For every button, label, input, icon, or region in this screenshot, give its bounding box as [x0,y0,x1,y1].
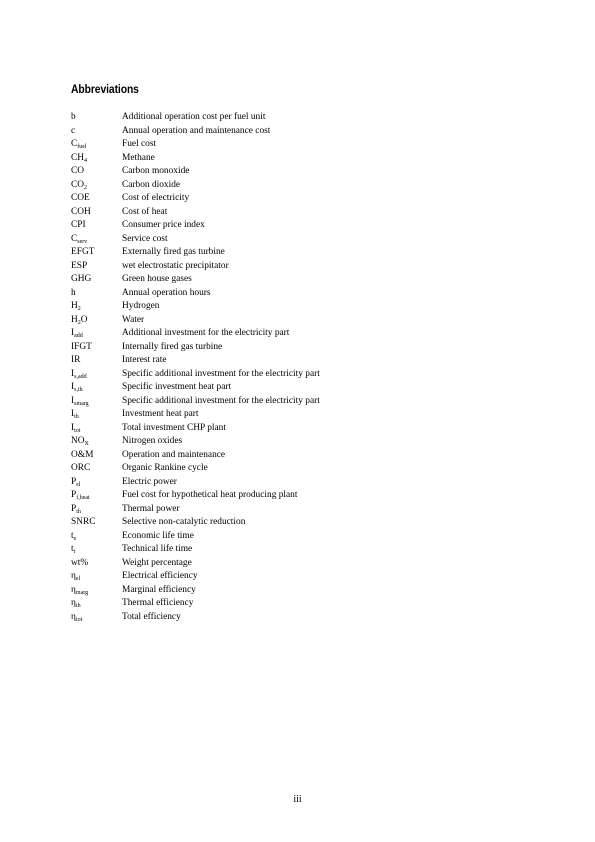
abbreviation-definition: Specific investment heat part [122,382,232,392]
abbreviation-symbol: P [71,503,77,514]
abbreviation-row [71,355,331,366]
abbreviation-definition: Green house gases [122,274,192,284]
abbreviation-symbol: COE [71,193,90,203]
abbreviation-row [71,315,331,326]
abbreviation-row [71,180,331,191]
abbreviation-term [71,598,122,609]
abbreviation-term [71,180,122,191]
abbreviation-symbol: H [71,301,78,311]
abbreviation-symbol: I [71,382,75,392]
abbreviation-term [71,571,122,582]
abbreviation-definition: Consumer price index [122,220,205,230]
abbreviation-term [71,382,122,393]
abbreviation-row [71,153,331,164]
abbreviation-definition: Economic life time [122,530,194,541]
abbreviation-symbol: IFGT [71,341,92,352]
abbreviation-row [71,261,331,272]
abbreviation-row [71,207,331,218]
abbreviation-term [71,153,122,164]
abbreviation-subscript: tot [74,427,81,434]
abbreviation-definition: Cost of heat [122,206,168,217]
abbreviation-symbol: c [71,125,76,136]
abbreviation-definition: Fuel cost [122,139,157,149]
abbreviation-symbol: I [71,422,75,433]
abbreviation-row [71,531,331,542]
abbreviation-row [71,220,331,231]
abbreviation-definition: Specific additional investment for the electricity part [122,395,320,406]
abbreviation-definition: Electrical efficiency [122,571,198,581]
abbreviation-symbol: I [71,409,75,419]
abbreviation-term [71,423,122,434]
abbreviation-term [71,342,122,353]
abbreviation-term [71,126,122,137]
abbreviation-row [71,450,331,461]
abbreviation-term [71,409,122,420]
abbreviation-row [71,234,331,245]
abbreviation-row [71,342,331,353]
abbreviation-row [71,139,331,150]
abbreviation-term [71,531,122,542]
abbreviation-row [71,369,331,380]
abbreviation-row [71,328,331,339]
abbreviation-subscript: add [74,333,83,339]
abbreviation-symbol: η [71,611,76,622]
abbreviation-term [71,490,122,501]
abbreviation-definition: Weight percentage [122,557,192,568]
abbreviation-definition: Specific additional investment for the electricity part [122,368,320,379]
abbreviation-definition: Thermal efficiency [122,598,194,608]
abbreviation-row [71,558,331,569]
abbreviation-definition: Carbon dioxide [122,179,181,190]
abbreviation-definition: Operation and maintenance [122,449,226,460]
abbreviation-subscript: el [76,481,81,488]
abbreviation-symbol: CH [71,152,85,163]
abbreviation-term [71,396,122,407]
abbreviation-term [71,369,122,380]
abbreviation-subscript: smarg [74,400,89,407]
abbreviation-definition: Additional investment for the electricity part [122,328,290,338]
abbreviation-subscript: fuel [77,144,87,150]
abbreviation-definition: Additional operation cost per fuel unit [122,112,266,122]
abbreviation-subscript: s,th [74,387,83,393]
abbreviation-list [71,112,331,625]
abbreviation-subscript: th [76,508,81,515]
abbreviation-row [71,396,331,407]
abbreviation-row [71,585,331,596]
abbreviation-term [71,477,122,488]
abbreviation-row [71,423,331,434]
abbreviation-row [71,544,331,555]
abbreviation-symbol: b [71,112,76,122]
abbreviation-term [71,355,122,366]
abbreviation-definition: Investment heat part [122,409,199,419]
abbreviation-symbol: C [71,233,78,244]
abbreviation-row [71,112,331,123]
abbreviation-symbol: CPI [71,220,86,230]
abbreviation-symbol: ESP [71,260,88,271]
abbreviation-term [71,166,122,177]
abbreviation-symbol: COH [71,206,91,217]
abbreviation-term [71,544,122,555]
abbreviation-term [71,436,122,447]
abbreviation-definition: Interest rate [122,355,167,365]
abbreviation-row [71,436,331,447]
abbreviation-symbol: P [71,490,77,500]
abbreviation-term [71,504,122,515]
abbreviation-subscript: t [73,549,76,555]
abbreviation-row [71,126,331,137]
abbreviation-symbol: IR [71,355,81,365]
abbreviation-row [71,504,331,515]
abbreviation-subscript: e [73,535,77,542]
abbreviation-symbol: η [71,584,76,595]
abbreviation-definition: Methane [122,152,155,163]
page-number: iii [293,794,302,805]
abbreviation-symbol: I [71,368,75,379]
abbreviation-subscript: 2 [84,184,88,191]
abbreviation-symbol: GHG [71,274,92,284]
abbreviation-definition: Externally fired gas turbine [122,247,225,257]
abbreviation-definition: Thermal power [122,503,180,514]
abbreviation-symbol: CO [71,166,85,176]
abbreviation-definition: Fuel cost for hypothetical heat producing plant [122,490,298,500]
abbreviation-term [71,463,122,474]
abbreviation-symbol: EFGT [71,247,95,257]
abbreviation-symbol: t [71,544,74,554]
abbreviation-row [71,247,331,258]
abbreviation-symbol: P [71,476,77,487]
abbreviation-symbol: O&M [71,449,94,460]
abbreviation-symbol: C [71,139,78,149]
abbreviation-row [71,517,331,528]
abbreviation-term [71,261,122,272]
abbreviation-definition: Carbon monoxide [122,166,190,176]
abbreviation-definition: Organic Rankine cycle [122,463,208,473]
abbreviation-term [71,612,122,623]
abbreviation-symbol: CO [71,179,85,190]
abbreviation-definition: Technical life time [122,544,193,554]
abbreviation-definition: Nitrogen oxides [122,436,183,446]
abbreviation-row [71,301,331,312]
abbreviation-definition: Annual operation and maintenance cost [122,125,271,136]
abbreviation-term [71,247,122,258]
abbreviation-definition: Selective non-catalytic reduction [122,517,246,527]
abbreviation-definition: Cost of electricity [122,193,190,203]
abbreviation-definition: Total efficiency [122,611,181,622]
abbreviation-row [71,571,331,582]
abbreviation-definition: Hydrogen [122,301,160,311]
abbreviation-term [71,585,122,596]
abbreviation-subscript: tot [75,616,83,623]
abbreviation-symbol: wt% [71,557,89,568]
abbreviation-definition: Annual operation hours [122,287,211,298]
abbreviation-subscript: th [75,603,81,609]
abbreviation-subscript: 4 [84,157,88,164]
abbreviation-symbol: η [71,571,76,581]
abbreviation-symbol: H [71,314,78,325]
abbreviation-symbol: t [71,530,74,541]
abbreviation-definition: Internally fired gas turbine [122,341,223,352]
abbreviation-symbol: I [71,328,75,338]
abbreviation-term [71,558,122,569]
abbreviation-term [71,517,122,528]
abbreviation-row [71,490,331,501]
abbreviation-symbol: NO [71,436,85,446]
abbreviation-term [71,301,122,312]
abbreviation-symbol: SNRC [71,517,96,527]
abbreviation-term [71,328,122,339]
abbreviation-definition: Electric power [122,476,177,487]
abbreviation-row [71,463,331,474]
abbreviation-subscript: 2 [77,306,81,312]
abbreviation-subscript: serv [77,238,88,245]
abbreviation-definition: Marginal efficiency [122,584,196,595]
abbreviation-row [71,193,331,204]
abbreviation-term [71,193,122,204]
abbreviation-symbol: I [71,395,75,406]
section-heading: Abbreviations [71,84,139,96]
abbreviation-term [71,274,122,285]
abbreviation-subscript: s,add [74,373,87,380]
abbreviation-term [71,450,122,461]
abbreviation-term [71,288,122,299]
abbreviation-subscript: el [75,576,81,582]
abbreviation-definition: Service cost [122,233,168,244]
abbreviation-symbol: h [71,287,76,298]
abbreviation-term [71,207,122,218]
abbreviation-symbol: ORC [71,463,91,473]
abbreviation-subscript: th [74,414,79,420]
abbreviation-row [71,598,331,609]
abbreviation-row [71,274,331,285]
abbreviation-symbol: η [71,598,76,608]
abbreviation-term [71,234,122,245]
abbreviation-subscript: marg [75,589,89,596]
abbreviation-term: $H_2O$ [71,314,88,326]
abbreviation-term [71,220,122,231]
abbreviation-definition: Water [122,314,145,325]
abbreviation-subscript: f,heat [76,495,90,501]
abbreviation-row [71,409,331,420]
abbreviation-subscript: X [84,441,89,447]
abbreviation-row [71,166,331,177]
abbreviation-term [71,139,122,150]
abbreviation-definition: Total investment CHP plant [122,422,226,433]
abbreviation-term [71,112,122,123]
abbreviation-row [71,288,331,299]
abbreviation-row [71,382,331,393]
abbreviation-row [71,612,331,623]
abbreviation-row [71,477,331,488]
abbreviation-definition: wet electrostatic precipitator [122,260,229,271]
